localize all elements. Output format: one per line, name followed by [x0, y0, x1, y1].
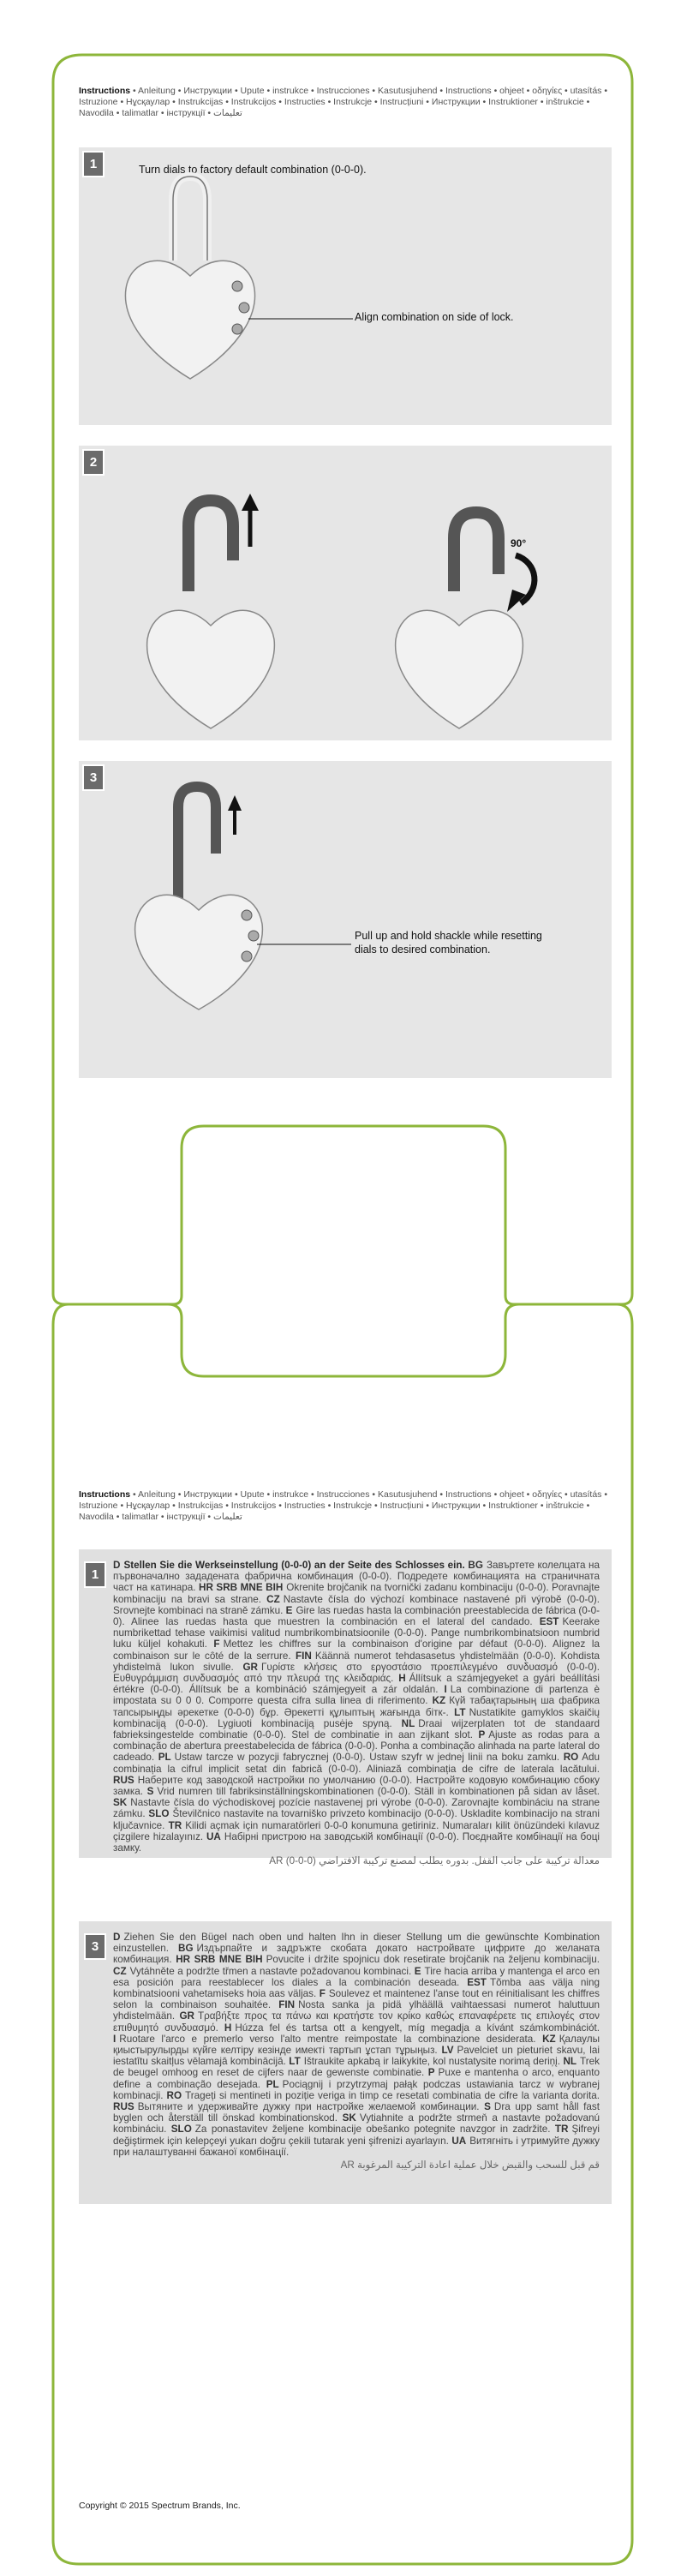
lang-code: S	[146, 1786, 154, 1798]
lang-code: PL	[266, 2078, 279, 2090]
instructions-translations: • Anleitung • Инструкции • Upute • instrukce • Instrucciones • Kasutusjuhend • Instructions • ohjeet • οδηγίες • utasítás • Istruzione • Нұсқаулар • Instrukcijas • Instrukcijos • Instructies • Instrukcje • Instrucțiuni • Инструкции • Instruktioner • inštrukcie • Navodila • talimatlar • інструкції • تعليمات	[79, 86, 607, 118]
lang-code: SK	[342, 2112, 356, 2124]
angle-label: 90°	[511, 537, 527, 549]
lang-code: E	[414, 1965, 421, 1977]
lang-text: Vytáhněte a podržte třmen a nastavte požadovanou kombinaci.	[129, 1965, 412, 1977]
lang-text: Γυρίστε κλήσεις στο εργοστάσιο προεπιλεγμένο συνδυασμό (0-0-0). Ευθυγράμμιση συνδυασμός από την πλευρά της κλειδαριάς.	[113, 1661, 600, 1685]
lang-text: Ajuste as rodas para a combinação de abertura preestabelecida de fábrica (0-0-0). Ponha a combinação alinhada na parte lateral do cadeado.	[113, 1729, 600, 1764]
lang-text: Вытяните и удерживайте дужку при настройке желаемой комбинации.	[137, 2101, 480, 2113]
step-badge: 2	[82, 449, 105, 476]
step-2-panel	[79, 446, 612, 740]
lang-text: Povucite i držite spojnicu dok resetirate brojčanik na željenu kombinaciju.	[266, 1954, 600, 1966]
lang-text: Tõmba aas välja ning kombinatsiooni vahetamiseks hoia aas väljas.	[113, 1976, 600, 2000]
lang-code: HR SRB MNE BIH	[176, 1954, 263, 1966]
lang-code: RUS	[113, 2101, 134, 2113]
lang-text: Tire hacia arriba y mantenga el arco en esa posición para reestablecer los diales a la combinación deseada.	[113, 1965, 600, 1988]
lang-text: Vytiahnite a podržte strmeň a nastavte požadovanú kombináciu.	[113, 2112, 600, 2136]
lang-text: Kilidi açmak için numaratörleri 0-0-0 konumuna getiriniz. Numaraları kilit önüzündeki kılavuz çizgilere hizalayınız.	[113, 1819, 600, 1842]
multilingual-step-3	[79, 1921, 612, 2204]
instructions-title: Instructions	[79, 86, 131, 96]
lang-text: Ziehen Sie den Bügel nach oben und halten Ihn in dieser Stellung um die gewünschte Kombination einzustellen.	[113, 1932, 600, 1955]
arabic-text: AR قم قبل للسحب والقبض خلال عملية اعادة التركيبة المرغوبة	[340, 2160, 600, 2172]
instructions-header-lower	[79, 1489, 612, 1523]
lang-code: NL	[401, 1717, 415, 1729]
lang-text: Ruotare l'arco e premerlo verso l'alto mentre reimpostate la combinazione desiderata.	[119, 2033, 536, 2045]
lang-code: BG	[468, 1560, 483, 1571]
lang-code: GR	[179, 2010, 194, 2022]
lang-text: Dra upp samt håll fast byglen och återställ till önskad kombinationskod.	[113, 2101, 600, 2124]
step-badge: 1	[82, 151, 105, 177]
lang-code: E	[285, 1604, 293, 1616]
lang-code: FIN	[278, 1999, 296, 2011]
lang-code: LT	[289, 2056, 301, 2068]
lang-code: KZ	[542, 2033, 556, 2045]
lang-code: UA	[206, 1830, 221, 1842]
arabic-text: AR معدالة تركيبة على جانب القفل. بدوره يطلب لمصنع تركيبة الافتراضي (0-0-0)	[269, 1855, 600, 1867]
lang-code: I	[444, 1684, 447, 1696]
lang-code: BG	[178, 1943, 194, 1955]
lang-text: Trageți si mentineti in poziție veriga in timp ce resetati combinatia de cifre la varianta dorita.	[185, 2089, 600, 2101]
lang-code: KZ	[432, 1695, 446, 1707]
multilingual-text	[113, 1560, 600, 1867]
lang-code: CZ	[113, 1965, 127, 1977]
step-badge: 1	[84, 1561, 106, 1588]
instructions-translations: • Anleitung • Инструкции • Upute • instrukce • Instrucciones • Kasutusjuhend • Instructions • ohjeet • οδηγίες • utasítás • Istruzione • Нұсқаулар • Instrukcijas • Instrukcijos • Instructies • Instrukcje • Instrucțiuni • Инструкции • Instruktioner • inštrukcie • Navodila • talimatlar • інструкції • تعليمات	[79, 1489, 607, 1522]
lang-text: Gire las ruedas hasta la combinación preestablecida de fábrica (0-0-0). Alinee las ruedas hasta que muestren la combinación en el lateral del candado.	[113, 1604, 600, 1628]
lang-text: Ištraukite apkabą ir laikykite, kol nustatysite norimą deriņį.	[303, 2056, 561, 2068]
lang-code: LV	[441, 2045, 454, 2057]
lang-text: Pociągnij i przytrzymaj pałąk podczas ustawiania tarcz w wybranej kombinacji.	[113, 2078, 600, 2101]
lang-text: Nosta sanka ja pidä ylhäällä vaihtaessasi numerot haluttuun yhdistelmään.	[113, 1999, 600, 2022]
step-3-panel	[79, 761, 612, 1078]
pull-shackle-illustration	[79, 761, 612, 1078]
lang-text: Nastavte čísla do východiskovej pozície nastavenej pri výrobe (0-0-0). Zarovnajte kombináciu na strane zámku.	[113, 1797, 600, 1820]
lang-text: Draai wijzerplaten tot de standaard fabrieksingestelde combinatie (0-0-0). Stel de combinatie in aan zijkant slot.	[113, 1717, 600, 1741]
shackle-rotation-illustration	[79, 446, 612, 740]
lang-code: P	[478, 1729, 486, 1741]
lang-text: La combinazione di partenza è impostata su 0 0 0. Comporre questa cifra sulla linea di riferimento.	[113, 1684, 600, 1707]
lang-text: Завъртете колелцата на първоначално зададената фабрична комбинация (0-0-0). Подредете комбинацията на страничната част на катинара.	[113, 1560, 600, 1594]
lang-code: LT	[454, 1706, 466, 1718]
lang-text: Ustaw tarcze w pozycji fabrycznej (0-0-0). Ustaw szyfr w jednej linii na boku zamku.	[174, 1752, 560, 1764]
lang-text: Puxe e mantenha o arco, enquanto define a combinação desejada.	[113, 2067, 600, 2090]
lang-code: FIN	[295, 1650, 312, 1662]
step-1-caption-a: Turn dials to factory default combination (0-0-0).	[139, 164, 367, 176]
lang-text: Витягніть і утримуйте дужку при налаштуванні бажаної комбінації.	[113, 2135, 600, 2158]
lang-code: SLO	[148, 1808, 170, 1820]
step-1-caption-b: Align combination on side of lock.	[355, 311, 514, 323]
lang-text: Soulevez et maintenez l'anse tout en réinitialisant les chiffres selon la combinaison souhaitée.	[113, 1988, 600, 2011]
instructions-title: Instructions	[79, 1489, 131, 1500]
lang-code: H	[224, 2022, 232, 2034]
lang-code: D	[113, 1560, 121, 1571]
lang-text: Набірні пристрою на заводській комбінації (0-0-0). Поєднайте комбінації на боці замку.	[113, 1830, 600, 1854]
lang-code: H	[398, 1673, 406, 1685]
lang-text: Húzza fel és tartsa ott a kengyelt, míg megadja a kívánt számkombinációt.	[235, 2022, 600, 2034]
copyright: Copyright © 2015 Spectrum Brands, Inc.	[79, 2501, 241, 2511]
lang-code: F	[213, 1638, 220, 1650]
lang-code: RO	[563, 1752, 579, 1764]
lang-code: SLO	[170, 2124, 192, 2136]
lang-code: D	[113, 1932, 121, 1943]
lang-text: Käännä numerot tehdasasetus yhdistelmään (0-0-0). Kohdista yhdistelmä lukon sivulle.	[113, 1650, 600, 1673]
lang-text: Adu combinația la cifrul implicit setat din fabrică (0-0-0). Aliniază combinația de cifre de laterala lacătului.	[113, 1752, 600, 1775]
step-badge: 3	[84, 1933, 106, 1960]
lang-text: Τραβήξτε προς τα πάνω και κρατήστε τον κρίκο καθώς επαναφέρετε τις επιλογές στον επιθυμητό συνδυασμό.	[113, 2010, 600, 2034]
lang-code: PL	[158, 1752, 171, 1764]
lang-text: Állítsuk a számjegyeket a gyári beállítási értékre (0-0-0). Állítsuk be a kombináció számjegyeit a zár oldalán.	[113, 1673, 600, 1696]
multilingual-text	[113, 1932, 600, 2199]
lang-text: Keerake numbrikettad tehase vaikimisi valitud numbrikombinatsioonile (0-0-0). Pange numbrikombinatsioon numbrid luku küljel kohakuti.	[113, 1616, 600, 1650]
lang-code: UA	[451, 2135, 467, 2147]
lang-text: Şifreyi değiştirmek için kelepçeyi yukarı doğru çekili tutarak yeni şifrenizi ayarlayın.	[113, 2124, 600, 2147]
lang-text: Nastavte čísla do výchozí kombinace nastavené při výrobě (0-0-0). Srovnejte kombinaci na straně zámku.	[113, 1593, 600, 1616]
lang-text: Trek de beugel omhoog en reset de cijfers naar de gewenste combinatie.	[113, 2056, 600, 2079]
step-1-panel	[79, 147, 612, 425]
lang-text: Издърпайте и задръжте скобата докато настройвате цифрите до желаната комбинация.	[113, 1943, 600, 1966]
step-3-caption: Pull up and hold shackle while resetting dials to desired combination.	[355, 930, 542, 956]
lang-code: F	[319, 1988, 326, 2000]
lang-code: EST	[539, 1616, 559, 1628]
lang-code: NL	[563, 2056, 577, 2068]
step-badge: 3	[82, 764, 105, 791]
lang-text: Stellen Sie die Werkseinstellung (0-0-0) an der Seite des Schlosses ein.	[123, 1560, 465, 1571]
lang-text: Nustatikite gamyklos skaičių kombinaciją (0-0-0). Lygiuoti kombinaciją pusėje spyną.	[113, 1706, 600, 1729]
lang-code: RO	[166, 2089, 182, 2101]
lang-text: Pavelciet un pieturiet skavu, lai iestatītu skaitļus vēlamajā kombinācijā.	[113, 2045, 600, 2068]
lang-code: EST	[467, 1976, 487, 1988]
lang-text: Številčnico nastavite na tovarniško privzeto kombinacijo (0-0-0). Uskladite kombinacijo na strani ključavnice.	[113, 1808, 600, 1831]
lang-text: Za ponastavitev željene kombinacije obešanko potegnite navzgor in zadržite.	[194, 2124, 551, 2136]
lang-code: S	[484, 2101, 491, 2113]
lang-code: TR	[168, 1819, 182, 1831]
lang-code: HR SRB MNE BIH	[199, 1582, 284, 1594]
lang-text: Қалаулы қиыстырулырды күйге келтіру кезінде имекті тартып ұстап тұрыңыз.	[113, 2033, 600, 2057]
lang-code: CZ	[266, 1593, 280, 1605]
instructions-header	[79, 86, 612, 119]
lang-code: I	[113, 2033, 116, 2045]
lang-text: Наберите код заводской настройки по умолчанию (0-0-0). Настройте кодовую комбинацию сбоку замка.	[113, 1774, 600, 1798]
lang-code: GR	[242, 1661, 258, 1673]
lang-code: RUS	[113, 1774, 134, 1786]
heart-lock-illustration	[79, 147, 612, 425]
lang-text: Vrid numren till fabriksinställningskombinationen (0-0-0). Ställ in kombinationen på sidan av låset.	[157, 1786, 600, 1798]
multilingual-step-1	[79, 1549, 612, 1867]
lang-text: Mettez les chiffres sur la combinaison d'origine par défaut (0-0-0). Alignez la combinaison sur le côté de la serrure.	[113, 1638, 600, 1662]
lang-code: P	[427, 2067, 435, 2079]
lang-code: SK	[113, 1797, 128, 1809]
lang-code: TR	[554, 2124, 569, 2136]
lang-text: Okrenite brojčanik na tvornički zadanu kombinaciju (0-0-0). Poravnajte kombinaciju na bravi sa strane.	[113, 1582, 600, 1605]
lang-text: Күй табақтарының ша фабрика тапсырыңды әрекетке (0-0-0) бұр. Әрекетті құлыптың жағында бітк-.	[113, 1695, 600, 1718]
